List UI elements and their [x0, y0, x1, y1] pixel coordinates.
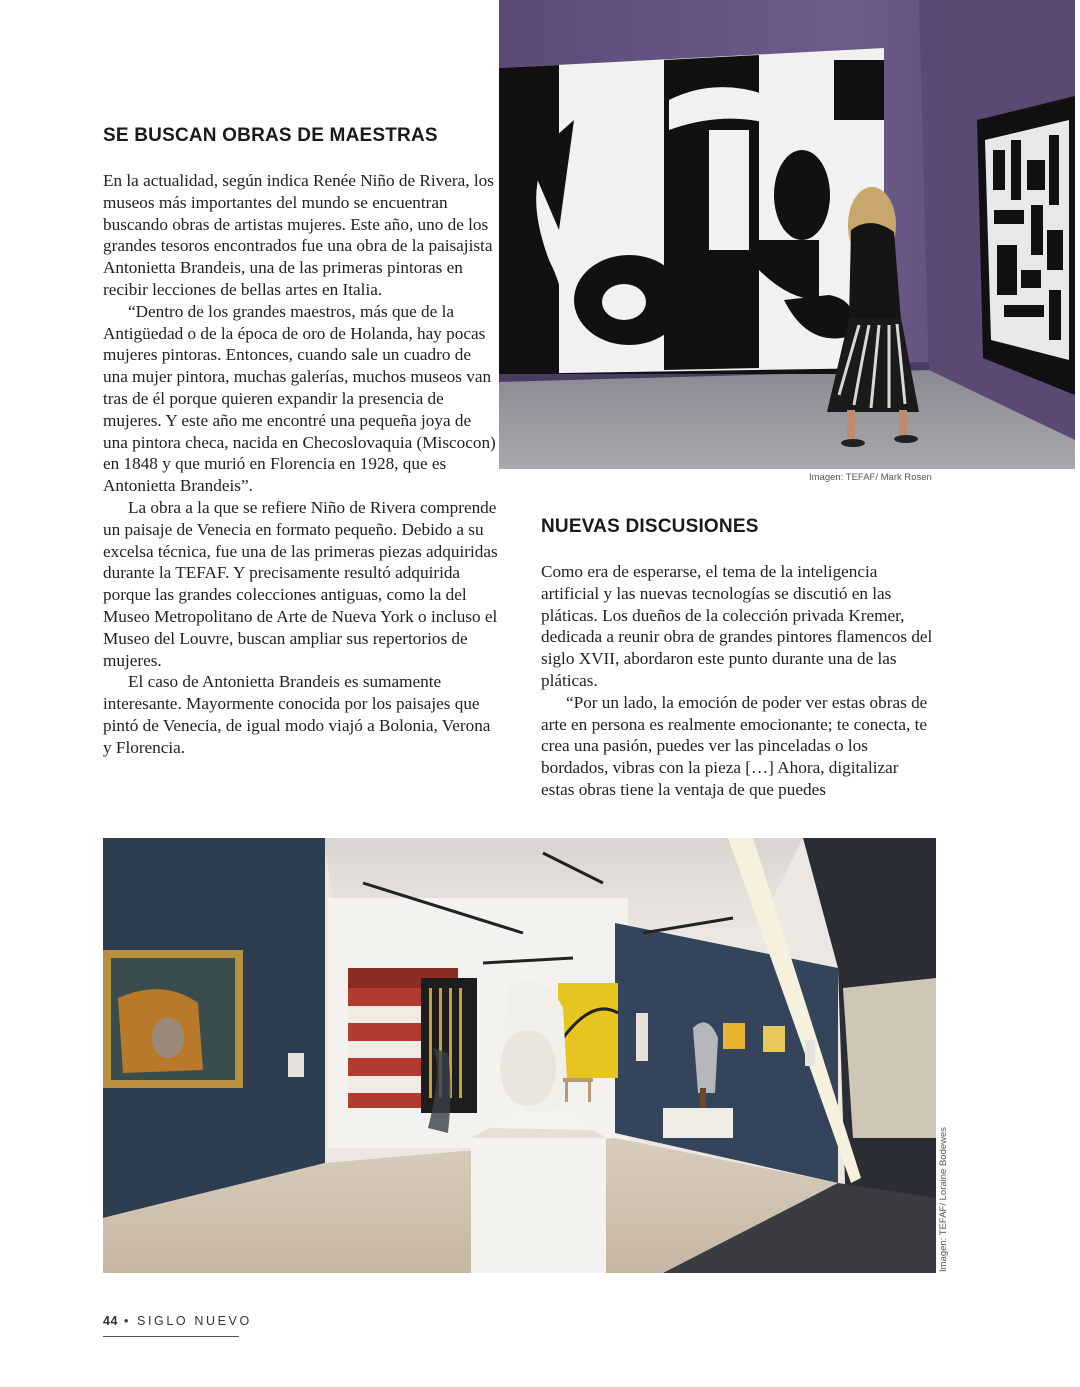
right-article-column [541, 561, 934, 801]
photo-caption-top: Imagen: TEFAF/ Mark Rosen [809, 472, 932, 483]
paragraph: Como era de esperarse, el tema de la inteligencia artificial y las nuevas tecnologías se discutió en las pláticas. Los dueños de la colección privada Kremer, dedicada a reunir obra de grandes pintores flamencos del siglo XVII, abordaron este punto durante una de las pláticas. [541, 562, 933, 690]
footer-rule [103, 1336, 239, 1337]
page-number: 44 [103, 1314, 118, 1328]
page-footer [103, 1314, 252, 1328]
footer-separator: • [123, 1314, 131, 1328]
paragraph: El caso de Antonietta Brandeis es sumamente interesante. Mayormente conocida por los paisajes que pintó de Venecia, de igual modo viajó a Bolonia, Verona y Florencia. [103, 672, 491, 757]
photo-caption-bottom: Imagen: TEFAF/ Loraine Bodewes [938, 1126, 949, 1272]
gallery-photo-booth [103, 838, 936, 1273]
section-heading-discusiones: NUEVAS DISCUSIONES [541, 516, 759, 537]
paragraph: En la actualidad, según indica Renée Niño de Rivera, los museos más importantes del mundo se encuentran buscando obras de artistas mujeres. Este año, uno de los grandes tesoros encontrados fue una obra de la paisajista Antonietta Brandeis, una de las primeras pintoras en recibir lecciones de bellas artes en Italia. [103, 171, 494, 299]
paragraph: “Por un lado, la emoción de poder ver estas obras de arte en persona es realmente emocionante; te conecta, te crea una pasión, puedes ver las pinceladas o los bordados, vibras con la pieza […] Ahora, digitalizar estas obras tiene la ventaja de que puedes [541, 692, 928, 799]
gallery-photo-op-art [499, 0, 1075, 469]
left-article-column [103, 170, 498, 759]
section-heading-maestras: SE BUSCAN OBRAS DE MAESTRAS [103, 125, 438, 146]
paragraph: “Dentro de los grandes maestros, más que de la Antigüedad o de la época de oro de Holanda, hay pocas mujeres pintoras. Entonces, cuando sale un cuadro de una mujer pintora, muchas galerías, muchos museos van tras de él porque quieren expandir la presencia de mujeres. Y este año me encontré una pequeña joya de una pintora checa, nacida en Checoslovaquia (Miscocon) en 1848 y que murió en Florencia en 1928, que es Antonietta Brandeis”. [103, 301, 496, 496]
magazine-name: SIGLO NUEVO [137, 1314, 252, 1328]
paragraph: La obra a la que se refiere Niño de Rivera comprende un paisaje de Venecia en formato pequeño. Debido a su excelsa técnica, fue una de las primeras piezas adquiridas durante la TEFAF. Y precisamente resultó adquirida porque las grandes colecciones antiguas, como la del Museo Metropolitano de Arte de Nueva York o incluso el Museo del Louvre, buscan ampliar sus repertorios de mujeres. [103, 497, 498, 670]
